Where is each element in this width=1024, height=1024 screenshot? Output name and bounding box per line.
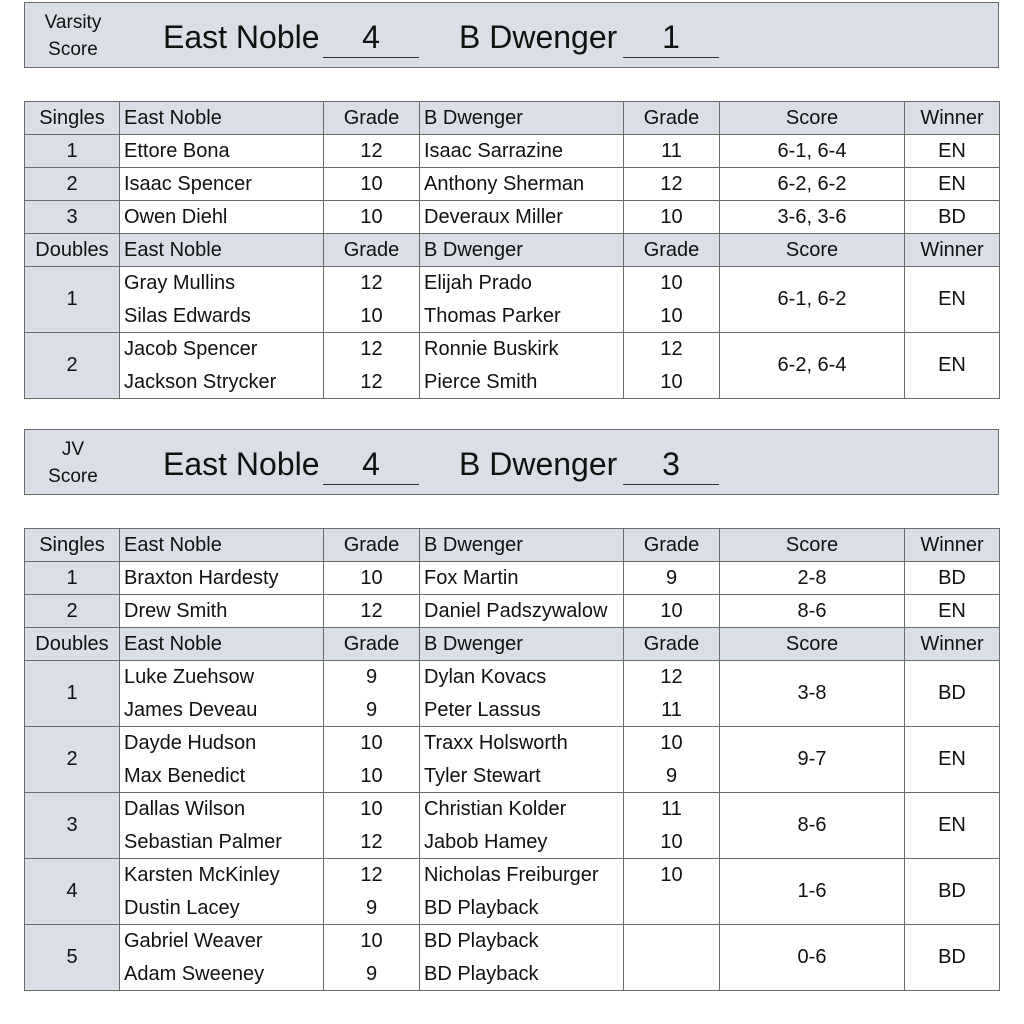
singles-header-away-team: B Dwenger (420, 529, 624, 562)
away-player-2: Tyler Stewart (424, 764, 541, 787)
doubles-header-away-team: B Dwenger (420, 628, 624, 661)
home-player-1: Karsten McKinley (124, 864, 280, 886)
match-winner: BD (905, 562, 1000, 595)
away-player: Deveraux Miller (420, 201, 624, 234)
away-player-2: BD Playback (424, 962, 539, 985)
singles-header-score: Score (720, 102, 905, 135)
away-grade-2: 10 (660, 830, 683, 853)
singles-header-number: Singles (25, 529, 120, 562)
varsity-score-label (33, 9, 113, 63)
match-winner: BD (905, 661, 1000, 727)
table-row (25, 925, 1000, 991)
match-score: 6-1, 6-2 (720, 267, 905, 333)
varsity-results-table (24, 101, 1000, 399)
match-winner: EN (905, 727, 1000, 793)
home-player (120, 267, 324, 333)
singles-header-number: Singles (25, 102, 120, 135)
away-player-1: Traxx Holsworth (424, 732, 568, 754)
table-row (25, 333, 1000, 399)
away-grade-1 (624, 925, 719, 958)
varsity-team1-score: 4 (323, 17, 419, 58)
table-row (25, 859, 1000, 925)
singles-header-winner: Winner (905, 102, 1000, 135)
home-grade-2: 12 (360, 830, 383, 853)
home-grade (324, 859, 420, 925)
away-grade-2 (624, 892, 719, 925)
away-player-1: BD Playback (424, 930, 539, 952)
match-score: 3-6, 3-6 (720, 201, 905, 234)
away-player (420, 793, 624, 859)
jv-label-line2: Score (48, 466, 98, 487)
home-grade-1: 12 (360, 864, 383, 886)
match-score: 9-7 (720, 727, 905, 793)
match-winner: EN (905, 267, 1000, 333)
match-number: 5 (25, 925, 120, 991)
table-row (25, 595, 1000, 628)
home-grade-1: 12 (360, 338, 383, 360)
away-grade (624, 859, 720, 925)
jv-team1-name: East Noble (163, 446, 320, 482)
singles-header-home-team: East Noble (120, 102, 324, 135)
home-grade: 10 (324, 562, 420, 595)
away-grade-1: 10 (660, 272, 683, 294)
doubles-header-home-grade: Grade (324, 628, 420, 661)
home-player: Drew Smith (120, 595, 324, 628)
away-grade-1: 11 (661, 798, 682, 820)
home-grade-2: 9 (365, 962, 378, 985)
match-score: 6-1, 6-4 (720, 135, 905, 168)
away-player (420, 925, 624, 991)
match-number: 1 (25, 562, 120, 595)
varsity-team1-name: East Noble (163, 19, 320, 55)
match-score: 0-6 (720, 925, 905, 991)
home-player (120, 727, 324, 793)
singles-header-away-grade: Grade (624, 102, 720, 135)
away-grade: 12 (624, 168, 720, 201)
home-player: Isaac Spencer (120, 168, 324, 201)
match-winner: EN (905, 793, 1000, 859)
table-row (25, 661, 1000, 727)
home-player-2: Max Benedict (124, 764, 246, 787)
varsity-label-line2: Score (48, 39, 98, 60)
doubles-header-away-grade: Grade (624, 628, 720, 661)
match-winner: EN (905, 595, 1000, 628)
doubles-header-home-grade: Grade (324, 234, 420, 267)
match-score: 6-2, 6-4 (720, 333, 905, 399)
doubles-header-home-team: East Noble (120, 628, 324, 661)
singles-header-score: Score (720, 529, 905, 562)
home-grade: 12 (324, 595, 420, 628)
match-score: 2-8 (720, 562, 905, 595)
away-grade-2: 9 (665, 764, 678, 787)
table-row (25, 135, 1000, 168)
home-grade-2: 9 (365, 698, 378, 721)
home-player: Owen Diehl (120, 201, 324, 234)
home-player (120, 333, 324, 399)
match-number: 1 (25, 135, 120, 168)
home-grade: 10 (324, 201, 420, 234)
singles-header-row (25, 529, 1000, 562)
away-player (420, 727, 624, 793)
away-grade (624, 727, 720, 793)
doubles-header-number: Doubles (25, 628, 120, 661)
away-grade-1: 12 (660, 338, 683, 360)
singles-header-home-grade: Grade (324, 102, 420, 135)
table-row (25, 562, 1000, 595)
match-number: 2 (25, 727, 120, 793)
away-player: Isaac Sarrazine (420, 135, 624, 168)
away-grade (624, 793, 720, 859)
match-winner: EN (905, 168, 1000, 201)
away-grade: 10 (624, 595, 720, 628)
home-player-1: Dallas Wilson (124, 798, 246, 820)
away-player-2: BD Playback (424, 896, 539, 919)
doubles-header-score: Score (720, 234, 905, 267)
jv-team2-name: B Dwenger (459, 446, 618, 482)
away-grade: 10 (624, 201, 720, 234)
match-number: 4 (25, 859, 120, 925)
home-grade (324, 925, 420, 991)
home-player-1: Gabriel Weaver (124, 930, 263, 952)
home-player-1: Jacob Spencer (124, 338, 258, 360)
match-number: 3 (25, 201, 120, 234)
match-winner: EN (905, 135, 1000, 168)
home-grade-1: 12 (360, 272, 383, 294)
jv-results-table (24, 528, 1000, 991)
doubles-header-winner: Winner (905, 234, 1000, 267)
match-winner: BD (905, 201, 1000, 234)
home-grade-1: 9 (365, 666, 378, 688)
jv-label-line1: JV (61, 439, 85, 460)
singles-header-away-grade: Grade (624, 529, 720, 562)
table-row (25, 793, 1000, 859)
away-grade-2: 11 (661, 698, 682, 721)
away-player-1: Elijah Prado (424, 272, 532, 294)
match-score: 1-6 (720, 859, 905, 925)
varsity-team2-score: 1 (623, 17, 719, 58)
varsity-team2-name: B Dwenger (459, 19, 618, 55)
table-row (25, 727, 1000, 793)
away-grade (624, 267, 720, 333)
away-player-1: Christian Kolder (424, 798, 567, 820)
away-player-1: Nicholas Freiburger (424, 864, 599, 886)
home-player: Ettore Bona (120, 135, 324, 168)
jv-score-box (24, 429, 999, 495)
doubles-header-away-team: B Dwenger (420, 234, 624, 267)
home-grade-2: 10 (360, 304, 383, 327)
home-player-2: Jackson Strycker (124, 370, 277, 393)
home-grade (324, 333, 420, 399)
match-number: 1 (25, 661, 120, 727)
match-number: 1 (25, 267, 120, 333)
away-player (420, 661, 624, 727)
table-row (25, 201, 1000, 234)
home-player: Braxton Hardesty (120, 562, 324, 595)
home-grade (324, 793, 420, 859)
singles-header-home-grade: Grade (324, 529, 420, 562)
home-player-1: Dayde Hudson (124, 732, 257, 754)
away-player (420, 859, 624, 925)
match-winner: EN (905, 333, 1000, 399)
home-grade: 12 (324, 135, 420, 168)
away-grade-1: 10 (660, 732, 683, 754)
home-grade-2: 12 (360, 370, 383, 393)
away-player: Fox Martin (420, 562, 624, 595)
home-player-2: Dustin Lacey (124, 896, 240, 919)
home-player-2: Sebastian Palmer (124, 830, 282, 853)
away-player-1: Dylan Kovacs (424, 666, 547, 688)
doubles-header-home-team: East Noble (120, 234, 324, 267)
away-player-2: Thomas Parker (424, 304, 561, 327)
home-player-2: James Deveau (124, 698, 258, 721)
varsity-label-line1: Varsity (44, 12, 102, 33)
match-number: 3 (25, 793, 120, 859)
jv-team1-score: 4 (323, 444, 419, 485)
home-grade (324, 267, 420, 333)
singles-header-winner: Winner (905, 529, 1000, 562)
doubles-header-away-grade: Grade (624, 234, 720, 267)
singles-header-away-team: B Dwenger (420, 102, 624, 135)
match-score: 8-6 (720, 595, 905, 628)
match-number: 2 (25, 333, 120, 399)
jv-score-label (33, 436, 113, 490)
match-score: 6-2, 6-2 (720, 168, 905, 201)
home-player-1: Luke Zuehsow (124, 666, 255, 688)
home-player-2: Adam Sweeney (124, 962, 265, 985)
match-score: 8-6 (720, 793, 905, 859)
away-player (420, 333, 624, 399)
away-grade: 11 (624, 135, 720, 168)
away-grade (624, 333, 720, 399)
home-player-2: Silas Edwards (124, 304, 251, 327)
home-player-1: Gray Mullins (124, 272, 236, 294)
away-player (420, 267, 624, 333)
match-score: 3-8 (720, 661, 905, 727)
table-row (25, 267, 1000, 333)
away-grade-1: 10 (660, 864, 683, 886)
home-grade (324, 727, 420, 793)
singles-header-row (25, 102, 1000, 135)
doubles-header-score: Score (720, 628, 905, 661)
away-grade-2 (624, 958, 719, 991)
home-grade-1: 10 (360, 798, 383, 820)
away-player-1: Ronnie Buskirk (424, 338, 559, 360)
jv-team2-score: 3 (623, 444, 719, 485)
home-grade-1: 10 (360, 732, 383, 754)
away-grade-2: 10 (660, 370, 683, 393)
home-player (120, 925, 324, 991)
home-grade (324, 661, 420, 727)
varsity-score-box (24, 2, 999, 68)
match-number: 2 (25, 595, 120, 628)
match-winner: BD (905, 925, 1000, 991)
home-grade-2: 9 (365, 896, 378, 919)
singles-header-home-team: East Noble (120, 529, 324, 562)
doubles-header-number: Doubles (25, 234, 120, 267)
doubles-header-winner: Winner (905, 628, 1000, 661)
away-grade-2: 10 (660, 304, 683, 327)
home-grade-1: 10 (360, 930, 383, 952)
match-winner: BD (905, 859, 1000, 925)
home-player (120, 793, 324, 859)
away-grade: 9 (624, 562, 720, 595)
doubles-header-row (25, 628, 1000, 661)
away-player: Anthony Sherman (420, 168, 624, 201)
away-grade (624, 661, 720, 727)
home-player (120, 859, 324, 925)
away-player-2: Jabob Hamey (424, 830, 548, 853)
home-grade-2: 10 (360, 764, 383, 787)
match-number: 2 (25, 168, 120, 201)
doubles-header-row (25, 234, 1000, 267)
away-grade-1: 12 (660, 666, 683, 688)
away-grade (624, 925, 720, 991)
table-row (25, 168, 1000, 201)
away-player-2: Pierce Smith (424, 370, 538, 393)
home-grade: 10 (324, 168, 420, 201)
away-player: Daniel Padszywalow (420, 595, 624, 628)
home-player (120, 661, 324, 727)
away-player-2: Peter Lassus (424, 698, 541, 721)
